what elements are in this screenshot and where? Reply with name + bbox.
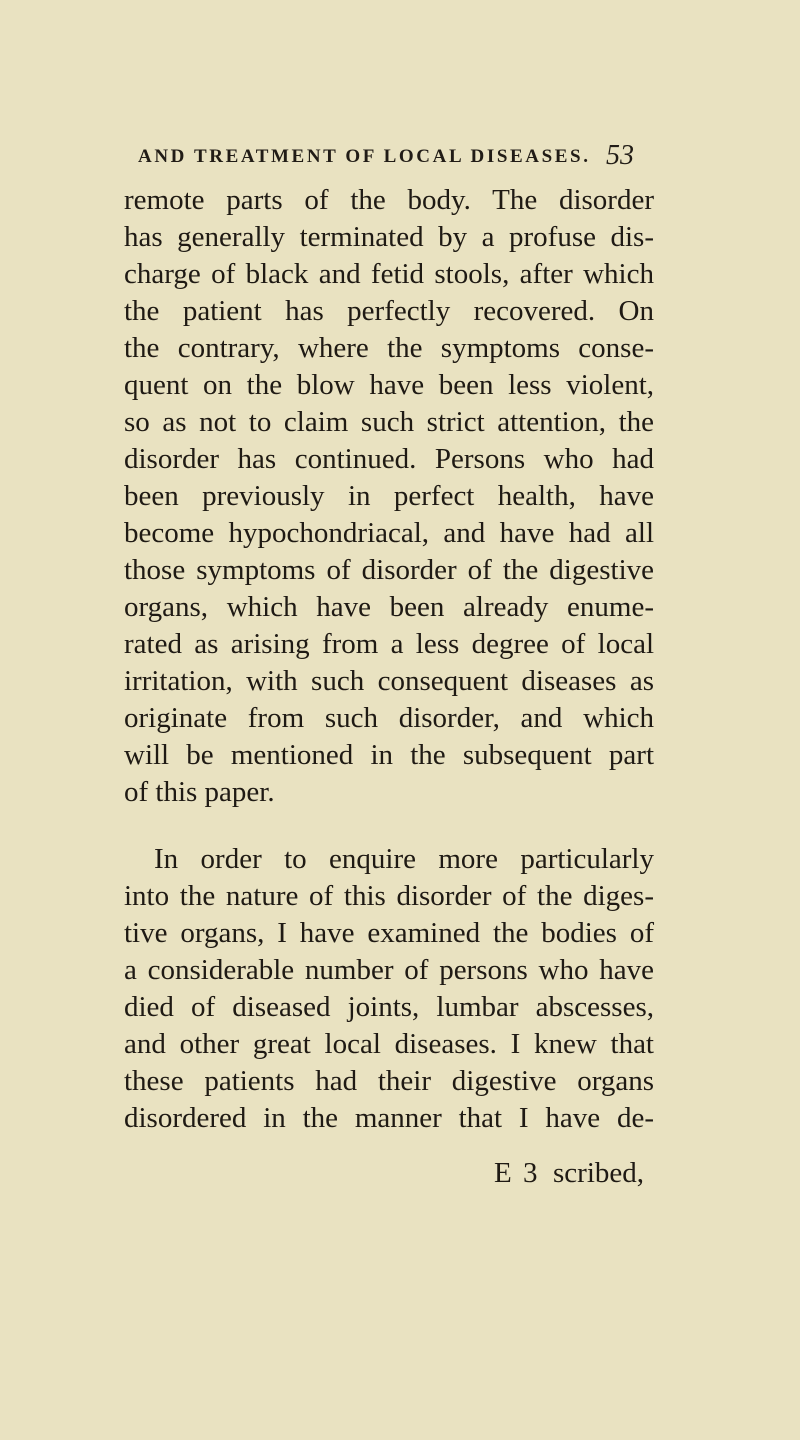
text-line: disorder has continued. Persons who had <box>124 443 654 475</box>
text-line: quent on the blow have been less violent, <box>124 369 654 401</box>
text-line: In order to enquire more particularly <box>154 843 654 875</box>
text-line: so as not to claim such strict attention, the <box>124 406 654 438</box>
text-line: tive organs, I have examined the bodies of <box>124 917 654 949</box>
text-line: charge of black and fetid stools, after which <box>124 258 654 290</box>
text-line: those symptoms of disorder of the digestive <box>124 554 654 586</box>
body-text <box>124 182 654 1137</box>
text-line: organs, which have been already enume- <box>124 591 654 623</box>
catchword: scribed, <box>553 1157 644 1189</box>
signature-mark: E 3 <box>494 1157 540 1189</box>
text-line: originate from such disorder, and which <box>124 702 654 734</box>
text-line: died of diseased joints, lumbar abscesses, <box>124 991 654 1023</box>
running-head <box>118 140 658 176</box>
text-line: been previously in perfect health, have <box>124 480 654 512</box>
text-line: become hypochondriacal, and have had all <box>124 517 654 549</box>
paragraph <box>124 182 654 811</box>
text-line: these patients had their digestive organs <box>124 1065 654 1097</box>
text-line: has generally terminated by a profuse dis- <box>124 221 654 253</box>
text-line: and other great local diseases. I knew that <box>124 1028 654 1060</box>
text-line: a considerable number of persons who have <box>124 954 654 986</box>
paragraph-gap <box>124 811 654 841</box>
page-number: 53 <box>606 140 634 171</box>
paragraph <box>124 841 654 1137</box>
running-head-title: AND TREATMENT OF LOCAL DISEASES. <box>138 146 591 167</box>
page-footer <box>124 1157 654 1194</box>
text-line: remote parts of the body. The disorder <box>124 184 654 216</box>
text-line: of this paper. <box>124 776 275 808</box>
text-line: the patient has perfectly recovered. On <box>124 295 654 327</box>
text-line: will be mentioned in the subsequent part <box>124 739 654 771</box>
text-line: into the nature of this disorder of the diges- <box>124 880 654 912</box>
text-line: irritation, with such consequent diseases as <box>124 665 654 697</box>
text-line: rated as arising from a less degree of local <box>124 628 654 660</box>
text-line: disordered in the manner that I have de- <box>124 1102 654 1134</box>
text-line: the contrary, where the symptoms conse- <box>124 332 654 364</box>
